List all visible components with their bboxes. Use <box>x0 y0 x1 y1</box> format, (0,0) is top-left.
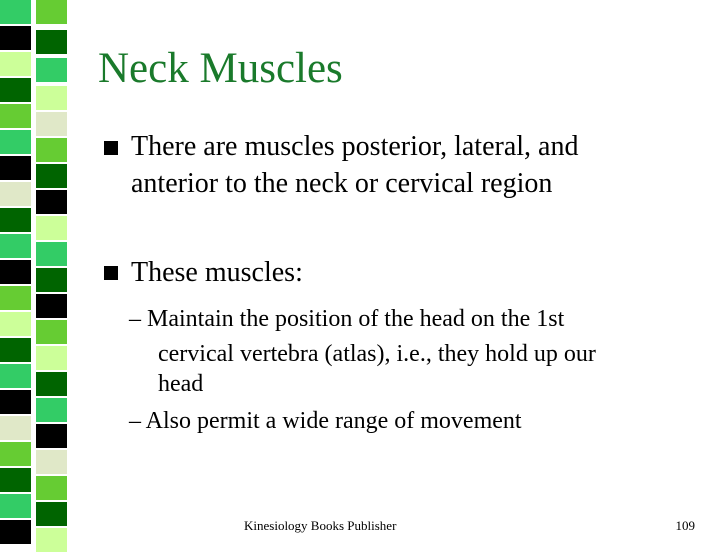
strip-square <box>36 502 67 526</box>
strip-square <box>36 320 67 344</box>
strip-square <box>0 390 31 414</box>
strip-square <box>0 130 31 154</box>
strip-square <box>0 26 31 50</box>
strip-square <box>0 234 31 258</box>
strip-square <box>36 476 67 500</box>
strip-square <box>0 0 31 24</box>
bullet-2-line-1: These muscles: <box>131 257 303 288</box>
sub-item-1-line-1: – Maintain the position of the head on the 1st <box>129 306 565 332</box>
bullet-1-line-2: anterior to the neck or cervical region <box>131 168 553 199</box>
page-number: 109 <box>675 518 695 533</box>
sub-item-1-line-3: head <box>158 371 204 397</box>
strip-square <box>36 112 67 136</box>
strip-square <box>36 268 67 292</box>
strip-square <box>0 156 31 180</box>
footer-publisher: Kinesiology Books Publisher <box>244 518 397 533</box>
strip-square <box>0 104 31 128</box>
strip-square <box>36 164 67 188</box>
strip-square <box>36 398 67 422</box>
strip-square <box>0 286 31 310</box>
strip-square <box>0 182 31 206</box>
strip-square <box>36 424 67 448</box>
strip-square <box>36 0 67 24</box>
strip-square <box>0 338 31 362</box>
strip-square <box>36 138 67 162</box>
sub-item-1-line-2: cervical vertebra (atlas), i.e., they hold up our <box>158 341 596 367</box>
strip-square <box>0 468 31 492</box>
strip-square <box>36 58 67 82</box>
strip-square <box>0 52 31 76</box>
bullet-square-icon <box>104 266 118 280</box>
bullet-1-line-1: There are muscles posterior, lateral, and <box>131 131 579 162</box>
strip-square <box>36 372 67 396</box>
strip-square <box>0 364 31 388</box>
sub-item-2-line-1: – Also permit a wide range of movement <box>129 408 522 434</box>
strip-square <box>0 78 31 102</box>
strip-square <box>36 86 67 110</box>
decorative-square-strip <box>0 0 80 540</box>
strip-square <box>0 494 31 518</box>
strip-square <box>0 312 31 336</box>
strip-square <box>36 216 67 240</box>
strip-square <box>36 190 67 214</box>
bullet-square-icon <box>104 141 118 155</box>
strip-square <box>0 520 31 544</box>
strip-square <box>36 346 67 370</box>
strip-square <box>0 442 31 466</box>
strip-square <box>36 242 67 266</box>
strip-square <box>0 208 31 232</box>
strip-square <box>36 30 67 54</box>
strip-square <box>36 450 67 474</box>
strip-square <box>36 528 67 552</box>
strip-square <box>0 416 31 440</box>
strip-square <box>0 260 31 284</box>
strip-square <box>36 294 67 318</box>
slide-title: Neck Muscles <box>98 45 343 92</box>
